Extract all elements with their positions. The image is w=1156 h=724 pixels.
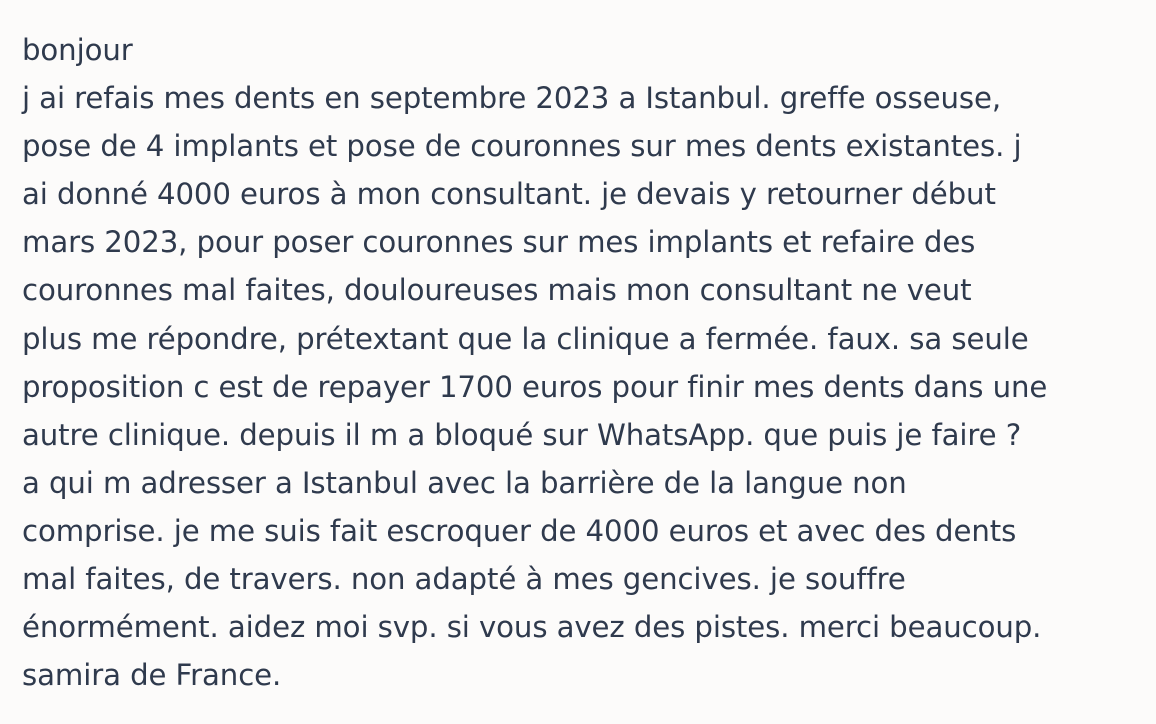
message-line: mal faites, de travers. non adapté à mes gencives. je souffre — [22, 562, 906, 597]
message-line: plus me répondre, prétextant que la clinique a fermée. faux. sa seule — [22, 321, 1029, 356]
message-line: comprise. je me suis fait escroquer de 4000 euros et avec des dents — [22, 513, 1017, 548]
message-line: proposition c est de repayer 1700 euros pour finir mes dents dans une — [22, 369, 1048, 404]
message-line: samira de France. — [22, 658, 282, 693]
message-line: autre clinique. depuis il m a bloqué sur WhatsApp. que puis je faire ? — [22, 417, 1022, 452]
message-line: énormément. aidez moi svp. si vous avez des pistes. merci beaucoup. — [22, 610, 1042, 645]
message-line: bonjour — [22, 33, 133, 67]
message-line: mars 2023, pour poser couronnes sur mes implants et refaire des — [22, 225, 976, 260]
message-body — [22, 26, 1147, 699]
message-line: ai donné 4000 euros à mon consultant. je devais y retourner début — [22, 177, 996, 212]
message-line: a qui m adresser a Istanbul avec la barrière de la langue non — [22, 465, 907, 500]
message-line: couronnes mal faites, douloureuses mais mon consultant ne veut — [22, 273, 972, 308]
message-line: j ai refais mes dents en septembre 2023 a Istanbul. greffe osseuse, — [22, 81, 1002, 116]
message-line: pose de 4 implants et pose de couronnes sur mes dents existantes. j — [22, 129, 1022, 164]
